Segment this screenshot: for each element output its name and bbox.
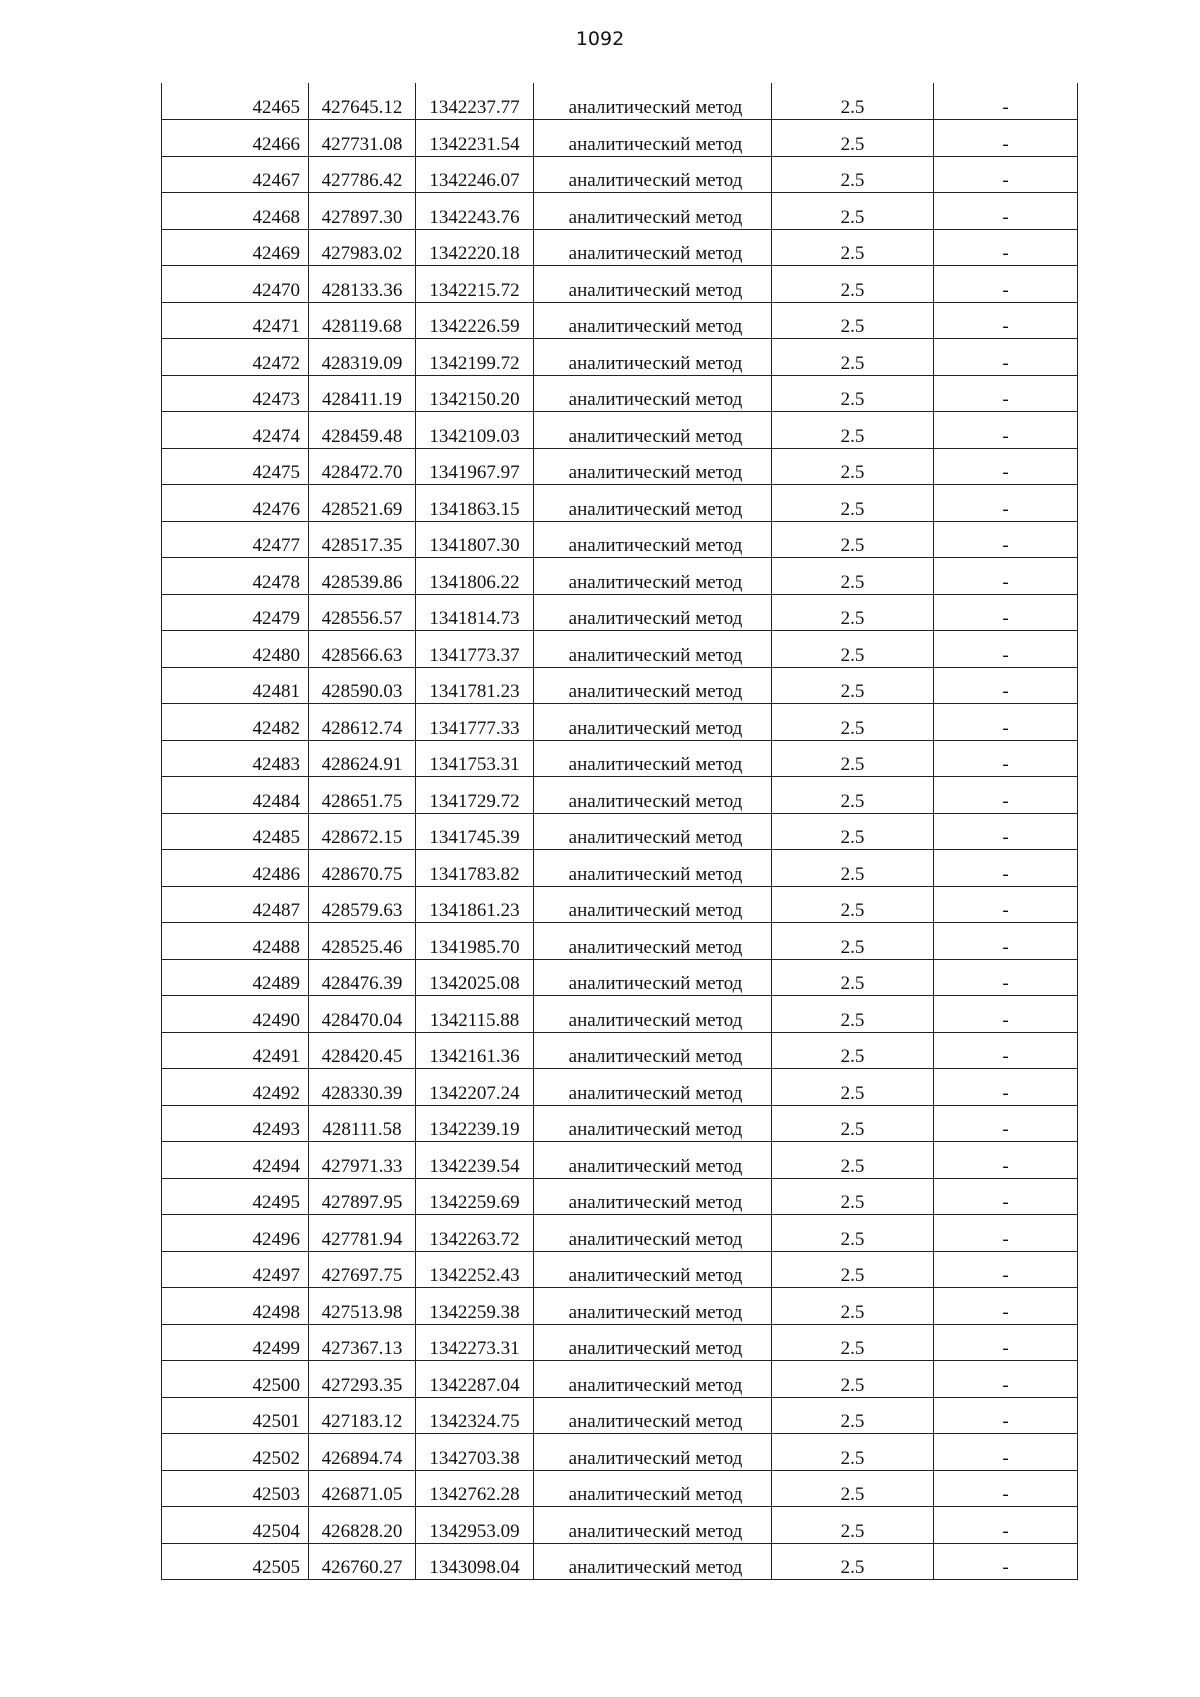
method-cell: аналитический метод	[534, 1288, 772, 1325]
y-coordinate-cell: 1342150.20	[416, 375, 534, 412]
description-cell: -	[934, 521, 1078, 558]
x-coordinate-cell: 428525.46	[309, 923, 416, 960]
precision-cell: 2.5	[772, 1324, 934, 1361]
y-coordinate-cell: 1342762.28	[416, 1470, 534, 1507]
y-coordinate-cell: 1342953.09	[416, 1507, 534, 1544]
description-cell: -	[934, 1105, 1078, 1142]
x-coordinate-cell: 428472.70	[309, 448, 416, 485]
precision-cell: 2.5	[772, 339, 934, 376]
x-coordinate-cell: 427897.30	[309, 193, 416, 230]
point-number-cell: 42484	[162, 777, 309, 814]
y-coordinate-cell: 1342207.24	[416, 1069, 534, 1106]
description-cell: -	[934, 1215, 1078, 1252]
description-cell: -	[934, 886, 1078, 923]
method-cell: аналитический метод	[534, 886, 772, 923]
x-coordinate-cell: 428556.57	[309, 594, 416, 631]
point-number-cell: 42489	[162, 959, 309, 996]
precision-cell: 2.5	[772, 923, 934, 960]
y-coordinate-cell: 1342231.54	[416, 120, 534, 157]
point-number-cell: 42490	[162, 996, 309, 1033]
precision-cell: 2.5	[772, 1215, 934, 1252]
table-row	[162, 1178, 1078, 1215]
description-cell: -	[934, 1361, 1078, 1398]
table-row	[162, 1032, 1078, 1069]
description-cell: -	[934, 1470, 1078, 1507]
method-cell: аналитический метод	[534, 120, 772, 157]
table-row	[162, 886, 1078, 923]
y-coordinate-cell: 1341777.33	[416, 704, 534, 741]
method-cell: аналитический метод	[534, 1215, 772, 1252]
description-cell: -	[934, 1288, 1078, 1325]
x-coordinate-cell: 428670.75	[309, 850, 416, 887]
table-row	[162, 1397, 1078, 1434]
x-coordinate-cell: 427697.75	[309, 1251, 416, 1288]
point-number-cell: 42483	[162, 740, 309, 777]
point-number-cell: 42498	[162, 1288, 309, 1325]
table-row	[162, 1142, 1078, 1179]
table-row	[162, 740, 1078, 777]
table-row	[162, 229, 1078, 266]
x-coordinate-cell: 427731.08	[309, 120, 416, 157]
point-number-cell: 42500	[162, 1361, 309, 1398]
description-cell: -	[934, 996, 1078, 1033]
precision-cell: 2.5	[772, 375, 934, 412]
point-number-cell: 42494	[162, 1142, 309, 1179]
precision-cell: 2.5	[772, 1288, 934, 1325]
x-coordinate-cell: 428672.15	[309, 813, 416, 850]
x-coordinate-cell: 428420.45	[309, 1032, 416, 1069]
y-coordinate-cell: 1342220.18	[416, 229, 534, 266]
table-row	[162, 521, 1078, 558]
y-coordinate-cell: 1342239.54	[416, 1142, 534, 1179]
description-cell: -	[934, 594, 1078, 631]
table-row	[162, 667, 1078, 704]
y-coordinate-cell: 1342324.75	[416, 1397, 534, 1434]
description-cell: -	[934, 1032, 1078, 1069]
x-coordinate-cell: 426828.20	[309, 1507, 416, 1544]
point-number-cell: 42503	[162, 1470, 309, 1507]
x-coordinate-cell: 428133.36	[309, 266, 416, 303]
description-cell: -	[934, 1069, 1078, 1106]
description-cell: -	[934, 1434, 1078, 1471]
point-number-cell: 42477	[162, 521, 309, 558]
description-cell: -	[934, 193, 1078, 230]
table-row	[162, 83, 1078, 120]
y-coordinate-cell: 1341863.15	[416, 485, 534, 522]
x-coordinate-cell: 428111.58	[309, 1105, 416, 1142]
y-coordinate-cell: 1341807.30	[416, 521, 534, 558]
y-coordinate-cell: 1341745.39	[416, 813, 534, 850]
precision-cell: 2.5	[772, 1434, 934, 1471]
table-row	[162, 777, 1078, 814]
description-cell: -	[934, 667, 1078, 704]
table-row	[162, 558, 1078, 595]
table-row	[162, 266, 1078, 303]
method-cell: аналитический метод	[534, 339, 772, 376]
description-cell: -	[934, 1397, 1078, 1434]
description-cell: -	[934, 229, 1078, 266]
x-coordinate-cell: 428612.74	[309, 704, 416, 741]
x-coordinate-cell: 428590.03	[309, 667, 416, 704]
table-body	[162, 83, 1078, 1580]
y-coordinate-cell: 1342259.38	[416, 1288, 534, 1325]
x-coordinate-cell: 427781.94	[309, 1215, 416, 1252]
y-coordinate-cell: 1342161.36	[416, 1032, 534, 1069]
method-cell: аналитический метод	[534, 996, 772, 1033]
precision-cell: 2.5	[772, 1507, 934, 1544]
description-cell: -	[934, 83, 1078, 120]
precision-cell: 2.5	[772, 1069, 934, 1106]
y-coordinate-cell: 1342109.03	[416, 412, 534, 449]
description-cell: -	[934, 1251, 1078, 1288]
table-row	[162, 923, 1078, 960]
table-row	[162, 485, 1078, 522]
method-cell: аналитический метод	[534, 594, 772, 631]
description-cell: -	[934, 1507, 1078, 1544]
method-cell: аналитический метод	[534, 1069, 772, 1106]
x-coordinate-cell: 428330.39	[309, 1069, 416, 1106]
y-coordinate-cell: 1341861.23	[416, 886, 534, 923]
precision-cell: 2.5	[772, 1178, 934, 1215]
x-coordinate-cell: 427983.02	[309, 229, 416, 266]
point-number-cell: 42471	[162, 302, 309, 339]
table-row	[162, 594, 1078, 631]
precision-cell: 2.5	[772, 521, 934, 558]
y-coordinate-cell: 1342703.38	[416, 1434, 534, 1471]
point-number-cell: 42493	[162, 1105, 309, 1142]
precision-cell: 2.5	[772, 1105, 934, 1142]
x-coordinate-cell: 426871.05	[309, 1470, 416, 1507]
precision-cell: 2.5	[772, 558, 934, 595]
precision-cell: 2.5	[772, 485, 934, 522]
description-cell: -	[934, 558, 1078, 595]
method-cell: аналитический метод	[534, 1397, 772, 1434]
method-cell: аналитический метод	[534, 1470, 772, 1507]
x-coordinate-cell: 428470.04	[309, 996, 416, 1033]
description-cell: -	[934, 485, 1078, 522]
precision-cell: 2.5	[772, 156, 934, 193]
point-number-cell: 42474	[162, 412, 309, 449]
precision-cell: 2.5	[772, 1361, 934, 1398]
precision-cell: 2.5	[772, 813, 934, 850]
coordinates-table	[161, 83, 1078, 1580]
precision-cell: 2.5	[772, 83, 934, 120]
method-cell: аналитический метод	[534, 412, 772, 449]
point-number-cell: 42486	[162, 850, 309, 887]
y-coordinate-cell: 1341783.82	[416, 850, 534, 887]
method-cell: аналитический метод	[534, 485, 772, 522]
y-coordinate-cell: 1341806.22	[416, 558, 534, 595]
y-coordinate-cell: 1343098.04	[416, 1543, 534, 1580]
table-row	[162, 1069, 1078, 1106]
method-cell: аналитический метод	[534, 959, 772, 996]
y-coordinate-cell: 1341967.97	[416, 448, 534, 485]
point-number-cell: 42487	[162, 886, 309, 923]
y-coordinate-cell: 1342263.72	[416, 1215, 534, 1252]
x-coordinate-cell: 427897.95	[309, 1178, 416, 1215]
x-coordinate-cell: 428459.48	[309, 412, 416, 449]
description-cell: -	[934, 1178, 1078, 1215]
point-number-cell: 42502	[162, 1434, 309, 1471]
precision-cell: 2.5	[772, 1470, 934, 1507]
table-row	[162, 704, 1078, 741]
precision-cell: 2.5	[772, 667, 934, 704]
description-cell: -	[934, 959, 1078, 996]
point-number-cell: 42480	[162, 631, 309, 668]
table-row	[162, 850, 1078, 887]
point-number-cell: 42472	[162, 339, 309, 376]
point-number-cell: 42496	[162, 1215, 309, 1252]
y-coordinate-cell: 1342243.76	[416, 193, 534, 230]
table-row	[162, 375, 1078, 412]
point-number-cell: 42482	[162, 704, 309, 741]
point-number-cell: 42488	[162, 923, 309, 960]
precision-cell: 2.5	[772, 704, 934, 741]
precision-cell: 2.5	[772, 740, 934, 777]
point-number-cell: 42479	[162, 594, 309, 631]
table-row	[162, 631, 1078, 668]
precision-cell: 2.5	[772, 777, 934, 814]
description-cell: -	[934, 1142, 1078, 1179]
table-row	[162, 996, 1078, 1033]
method-cell: аналитический метод	[534, 229, 772, 266]
point-number-cell: 42470	[162, 266, 309, 303]
y-coordinate-cell: 1342246.07	[416, 156, 534, 193]
point-number-cell: 42501	[162, 1397, 309, 1434]
y-coordinate-cell: 1342273.31	[416, 1324, 534, 1361]
description-cell: -	[934, 813, 1078, 850]
point-number-cell: 42465	[162, 83, 309, 120]
x-coordinate-cell: 428624.91	[309, 740, 416, 777]
method-cell: аналитический метод	[534, 704, 772, 741]
x-coordinate-cell: 428119.68	[309, 302, 416, 339]
description-cell: -	[934, 448, 1078, 485]
method-cell: аналитический метод	[534, 558, 772, 595]
table-row	[162, 1361, 1078, 1398]
method-cell: аналитический метод	[534, 266, 772, 303]
table-row	[162, 412, 1078, 449]
precision-cell: 2.5	[772, 631, 934, 668]
y-coordinate-cell: 1342237.77	[416, 83, 534, 120]
x-coordinate-cell: 428411.19	[309, 375, 416, 412]
x-coordinate-cell: 428566.63	[309, 631, 416, 668]
x-coordinate-cell: 427645.12	[309, 83, 416, 120]
description-cell: -	[934, 1543, 1078, 1580]
description-cell: -	[934, 923, 1078, 960]
x-coordinate-cell: 428521.69	[309, 485, 416, 522]
point-number-cell: 42473	[162, 375, 309, 412]
method-cell: аналитический метод	[534, 667, 772, 704]
table-row	[162, 1324, 1078, 1361]
precision-cell: 2.5	[772, 448, 934, 485]
precision-cell: 2.5	[772, 302, 934, 339]
description-cell: -	[934, 850, 1078, 887]
precision-cell: 2.5	[772, 120, 934, 157]
precision-cell: 2.5	[772, 594, 934, 631]
y-coordinate-cell: 1342239.19	[416, 1105, 534, 1142]
y-coordinate-cell: 1341781.23	[416, 667, 534, 704]
precision-cell: 2.5	[772, 412, 934, 449]
description-cell: -	[934, 120, 1078, 157]
x-coordinate-cell: 426894.74	[309, 1434, 416, 1471]
point-number-cell: 42504	[162, 1507, 309, 1544]
description-cell: -	[934, 704, 1078, 741]
point-number-cell: 42505	[162, 1543, 309, 1580]
table-row	[162, 1543, 1078, 1580]
table-row	[162, 302, 1078, 339]
table-row	[162, 156, 1078, 193]
precision-cell: 2.5	[772, 266, 934, 303]
description-cell: -	[934, 302, 1078, 339]
method-cell: аналитический метод	[534, 923, 772, 960]
method-cell: аналитический метод	[534, 1251, 772, 1288]
table-row	[162, 120, 1078, 157]
method-cell: аналитический метод	[534, 448, 772, 485]
y-coordinate-cell: 1342259.69	[416, 1178, 534, 1215]
x-coordinate-cell: 428319.09	[309, 339, 416, 376]
point-number-cell: 42492	[162, 1069, 309, 1106]
precision-cell: 2.5	[772, 1032, 934, 1069]
description-cell: -	[934, 1324, 1078, 1361]
y-coordinate-cell: 1341773.37	[416, 631, 534, 668]
x-coordinate-cell: 427367.13	[309, 1324, 416, 1361]
y-coordinate-cell: 1342226.59	[416, 302, 534, 339]
y-coordinate-cell: 1342215.72	[416, 266, 534, 303]
method-cell: аналитический метод	[534, 850, 772, 887]
method-cell: аналитический метод	[534, 777, 772, 814]
description-cell: -	[934, 777, 1078, 814]
description-cell: -	[934, 375, 1078, 412]
y-coordinate-cell: 1341729.72	[416, 777, 534, 814]
precision-cell: 2.5	[772, 850, 934, 887]
method-cell: аналитический метод	[534, 1543, 772, 1580]
y-coordinate-cell: 1342025.08	[416, 959, 534, 996]
precision-cell: 2.5	[772, 996, 934, 1033]
point-number-cell: 42468	[162, 193, 309, 230]
precision-cell: 2.5	[772, 886, 934, 923]
table-row	[162, 1105, 1078, 1142]
method-cell: аналитический метод	[534, 740, 772, 777]
x-coordinate-cell: 428476.39	[309, 959, 416, 996]
x-coordinate-cell: 428579.63	[309, 886, 416, 923]
table-row	[162, 813, 1078, 850]
precision-cell: 2.5	[772, 1397, 934, 1434]
method-cell: аналитический метод	[534, 1324, 772, 1361]
table-row	[162, 1507, 1078, 1544]
method-cell: аналитический метод	[534, 1142, 772, 1179]
table-row	[162, 959, 1078, 996]
y-coordinate-cell: 1341985.70	[416, 923, 534, 960]
method-cell: аналитический метод	[534, 1105, 772, 1142]
method-cell: аналитический метод	[534, 631, 772, 668]
table-row	[162, 339, 1078, 376]
point-number-cell: 42485	[162, 813, 309, 850]
description-cell: -	[934, 339, 1078, 376]
x-coordinate-cell: 427293.35	[309, 1361, 416, 1398]
table-row	[162, 1215, 1078, 1252]
method-cell: аналитический метод	[534, 1032, 772, 1069]
x-coordinate-cell: 428651.75	[309, 777, 416, 814]
precision-cell: 2.5	[772, 959, 934, 996]
precision-cell: 2.5	[772, 1251, 934, 1288]
y-coordinate-cell: 1342287.04	[416, 1361, 534, 1398]
table-row	[162, 1288, 1078, 1325]
table-row	[162, 1470, 1078, 1507]
table-row	[162, 1434, 1078, 1471]
point-number-cell: 42478	[162, 558, 309, 595]
method-cell: аналитический метод	[534, 1507, 772, 1544]
precision-cell: 2.5	[772, 193, 934, 230]
table-row	[162, 1251, 1078, 1288]
x-coordinate-cell: 427183.12	[309, 1397, 416, 1434]
y-coordinate-cell: 1341753.31	[416, 740, 534, 777]
point-number-cell: 42491	[162, 1032, 309, 1069]
method-cell: аналитический метод	[534, 375, 772, 412]
method-cell: аналитический метод	[534, 156, 772, 193]
point-number-cell: 42467	[162, 156, 309, 193]
x-coordinate-cell: 428517.35	[309, 521, 416, 558]
x-coordinate-cell: 427513.98	[309, 1288, 416, 1325]
method-cell: аналитический метод	[534, 193, 772, 230]
description-cell: -	[934, 156, 1078, 193]
precision-cell: 2.5	[772, 1543, 934, 1580]
x-coordinate-cell: 426760.27	[309, 1543, 416, 1580]
precision-cell: 2.5	[772, 229, 934, 266]
point-number-cell: 42475	[162, 448, 309, 485]
point-number-cell: 42476	[162, 485, 309, 522]
method-cell: аналитический метод	[534, 83, 772, 120]
x-coordinate-cell: 427971.33	[309, 1142, 416, 1179]
description-cell: -	[934, 740, 1078, 777]
method-cell: аналитический метод	[534, 813, 772, 850]
point-number-cell: 42499	[162, 1324, 309, 1361]
table-row	[162, 193, 1078, 230]
page-number: 1092	[575, 28, 625, 50]
point-number-cell: 42469	[162, 229, 309, 266]
description-cell: -	[934, 631, 1078, 668]
y-coordinate-cell: 1342252.43	[416, 1251, 534, 1288]
x-coordinate-cell: 427786.42	[309, 156, 416, 193]
x-coordinate-cell: 428539.86	[309, 558, 416, 595]
description-cell: -	[934, 412, 1078, 449]
method-cell: аналитический метод	[534, 1434, 772, 1471]
method-cell: аналитический метод	[534, 1178, 772, 1215]
precision-cell: 2.5	[772, 1142, 934, 1179]
method-cell: аналитический метод	[534, 1361, 772, 1398]
point-number-cell: 42495	[162, 1178, 309, 1215]
point-number-cell: 42466	[162, 120, 309, 157]
method-cell: аналитический метод	[534, 302, 772, 339]
y-coordinate-cell: 1341814.73	[416, 594, 534, 631]
method-cell: аналитический метод	[534, 521, 772, 558]
description-cell: -	[934, 266, 1078, 303]
y-coordinate-cell: 1342115.88	[416, 996, 534, 1033]
table-row	[162, 448, 1078, 485]
point-number-cell: 42481	[162, 667, 309, 704]
point-number-cell: 42497	[162, 1251, 309, 1288]
y-coordinate-cell: 1342199.72	[416, 339, 534, 376]
